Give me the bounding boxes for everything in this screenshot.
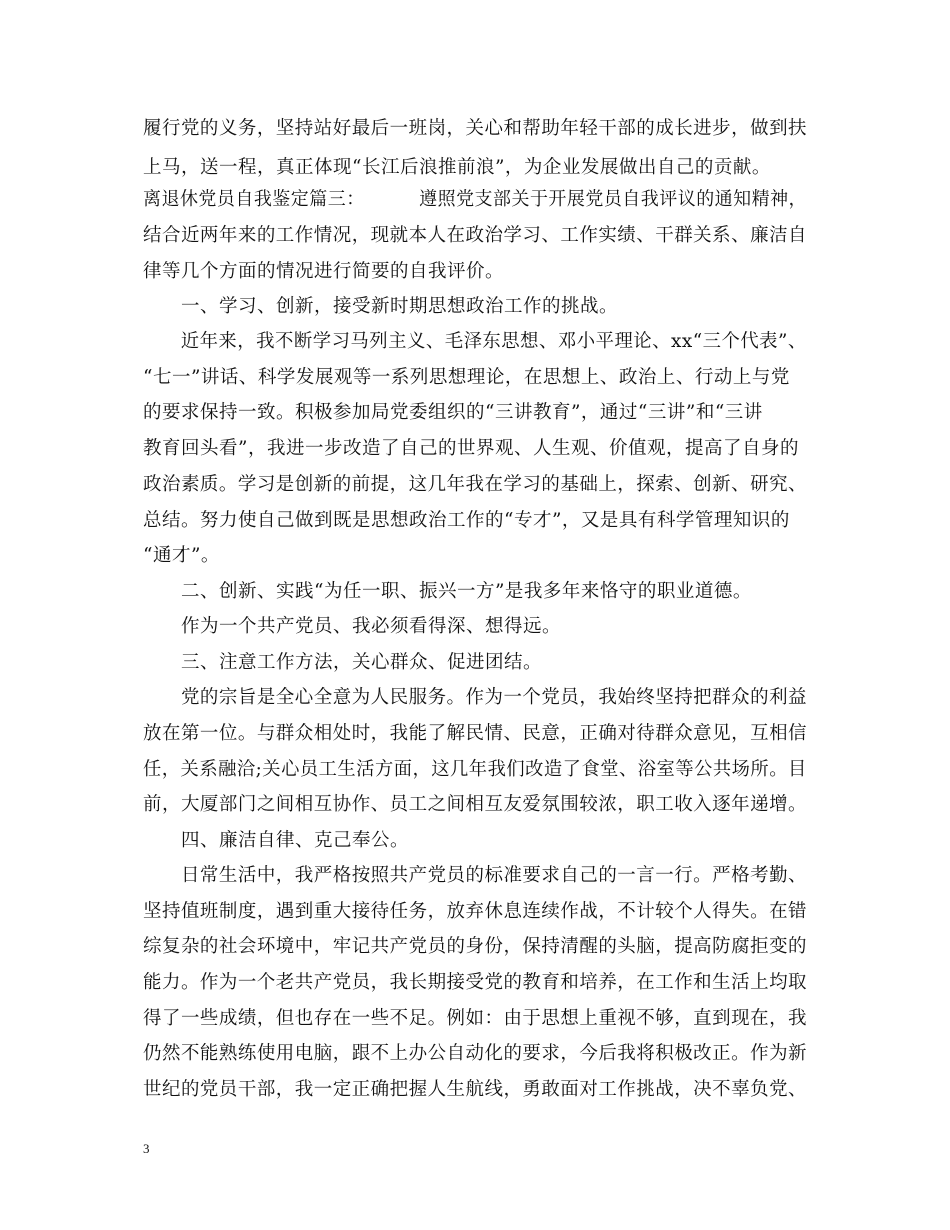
body-line: 前，大厦部门之间相互协作、员工之间相互友爱氛围较浓，职工收入逐年递增。 xyxy=(143,794,808,815)
section-heading-line xyxy=(143,191,807,210)
body-line: 任，关系融洽;关心员工生活方面，这几年我们改造了食堂、浴室等公共场所。目 xyxy=(143,759,807,780)
body-line: 得了一些成绩，但也存在一些不足。例如：由于思想上重视不够，直到现在，我 xyxy=(143,1008,808,1029)
body-line: 近年来，我不断学习马列主义、毛泽东思想、邓小平理论、xx“三个代表”、 xyxy=(143,331,807,352)
subheading-line: 四、廉洁自律、克己奉公。 xyxy=(143,830,410,851)
subheading-line: 三、注意工作方法，关心群众、促进团结。 xyxy=(143,652,543,673)
subheading-line: 二、创新、实践“为任一职、振兴一方”是我多年来恪守的职业道德。 xyxy=(143,581,752,602)
subheading-line: 一、学习、创新，接受新时期思想政治工作的挑战。 xyxy=(143,296,619,317)
body-line: “七一”讲话、科学发展观等一系列思想理论，在思想上、政治上、行动上与党 xyxy=(143,367,790,388)
body-line: 综复杂的社会环境中，牢记共产党员的身份，保持清醒的头脑，提高防腐拒变的 xyxy=(143,936,808,957)
body-line: 总结。努力使自己做到既是思想政治工作的“专才”，又是具有科学管理知识的 xyxy=(143,510,790,531)
body-line: 律等几个方面的情况进行简要的自我评价。 xyxy=(143,261,505,282)
body-line: 作为一个共产党员、我必须看得深、想得远。 xyxy=(143,616,562,637)
body-line: 上马，送一程，真正体现“长江后浪推前浪”，为企业发展做出自己的贡献。 xyxy=(143,157,771,178)
body-line: 政治素质。学习是创新的前提，这几年我在学习的基础上，探索、创新、研究、 xyxy=(143,474,808,495)
body-line: “通才”。 xyxy=(143,545,220,566)
body-line: 的要求保持一致。积极参加局党委组织的“三讲教育”，通过“三讲”和“三讲 xyxy=(143,402,763,423)
body-line: 党的宗旨是全心全意为人民服务。作为一个党员，我始终坚持把群众的利益 xyxy=(143,687,808,708)
body-line: 日常生活中，我严格按照共产党员的标准要求自己的一言一行。严格考勤、 xyxy=(143,865,808,886)
section-title: 离退休党员自我鉴定篇三： xyxy=(143,189,365,210)
body-line: 能力。作为一个老共产党员，我长期接受党的教育和培养，在工作和生活上均取 xyxy=(143,972,808,993)
body-line: 坚持值班制度，遇到重大接待任务，放弃休息连续作战，不计较个人得失。在错 xyxy=(143,901,808,922)
page-number: 3 xyxy=(143,1141,150,1156)
body-line: 世纪的党员干部，我一定正确把握人生航线，勇敢面对工作挑战，决不辜负党、 xyxy=(143,1079,808,1100)
body-text: 遵照党支部关于开展党员自我评议的通知精神， xyxy=(419,189,808,210)
body-line: 结合近两年来的工作情况，现就本人在政治学习、工作实绩、干群关系、廉洁自 xyxy=(143,225,808,246)
body-line: 履行党的义务，坚持站好最后一班岗，关心和帮助年轻干部的成长进步，做到扶 xyxy=(143,118,808,139)
body-line: 教育回头看”，我进一步改造了自己的世界观、人生观、价值观，提高了自身的 xyxy=(143,438,799,459)
body-line: 仍然不能熟练使用电脑，跟不上办公自动化的要求，今后我将积极改正。作为新 xyxy=(143,1043,808,1064)
body-line: 放在第一位。与群众相处时，我能了解民情、民意，正确对待群众意见，互相信 xyxy=(143,723,808,744)
